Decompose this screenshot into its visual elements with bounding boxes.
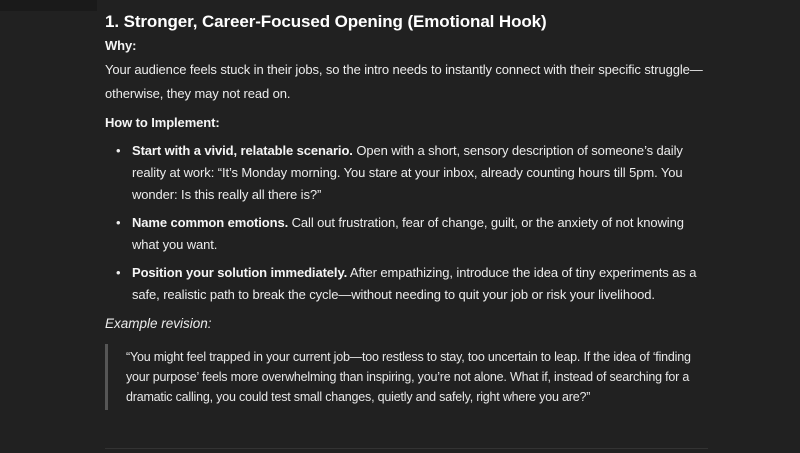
- list-item-lead: Start with a vivid, relatable scenario.: [132, 143, 353, 158]
- example-revision-label: Example revision:: [105, 316, 212, 331]
- why-label: Why:: [105, 38, 137, 53]
- why-text: Your audience feels stuck in their jobs, so the intro needs to instantly connect with their specific struggle—otherwise, they may not read on.: [105, 62, 703, 101]
- list-item: [105, 262, 703, 306]
- implementation-list: [105, 140, 703, 306]
- assistant-message: [105, 10, 703, 410]
- bullet-icon: •: [116, 215, 121, 230]
- list-item-lead: Position your solution immediately.: [132, 265, 348, 280]
- list-item-body: After empathizing, introduce the idea of tiny experiments as a safe, realistic path to break the cycle—without needing to quit your job or risk your livelihood.: [132, 265, 697, 302]
- top-left-panel-edge: [0, 0, 97, 11]
- section-divider: [105, 448, 708, 449]
- list-item-text: [132, 143, 683, 202]
- list-item: [105, 140, 703, 206]
- why-paragraph: [105, 34, 703, 106]
- bullet-icon: •: [116, 143, 121, 158]
- list-item: [105, 212, 703, 256]
- list-item-lead: Name common emotions.: [132, 215, 289, 230]
- list-item-body: Open with a short, sensory description of someone’s daily reality at work: “It’s Monday morning. You stare at your inbox, already counting hours till 5pm. You wonder: Is this really all there is?”: [132, 143, 683, 202]
- list-item-text: [132, 265, 696, 302]
- list-item-body: Call out frustration, fear of change, guilt, or the anxiety of not knowing what you want.: [132, 215, 684, 252]
- bullet-icon: •: [116, 265, 121, 280]
- example-revision-quote: “You might feel trapped in your current job—too restless to stay, too uncertain to leap. If the idea of ‘finding your purpose’ feels more overwhelming than inspiring, you’re not alone. What if, instead of searching for a dramatic calling, you could test small changes, quietly and safely, right where you are?”: [105, 344, 701, 410]
- how-to-implement-label: How to Implement:: [105, 115, 220, 130]
- list-item-text: [132, 215, 684, 252]
- section-heading: 1. Stronger, Career-Focused Opening (Emotional Hook): [105, 12, 547, 31]
